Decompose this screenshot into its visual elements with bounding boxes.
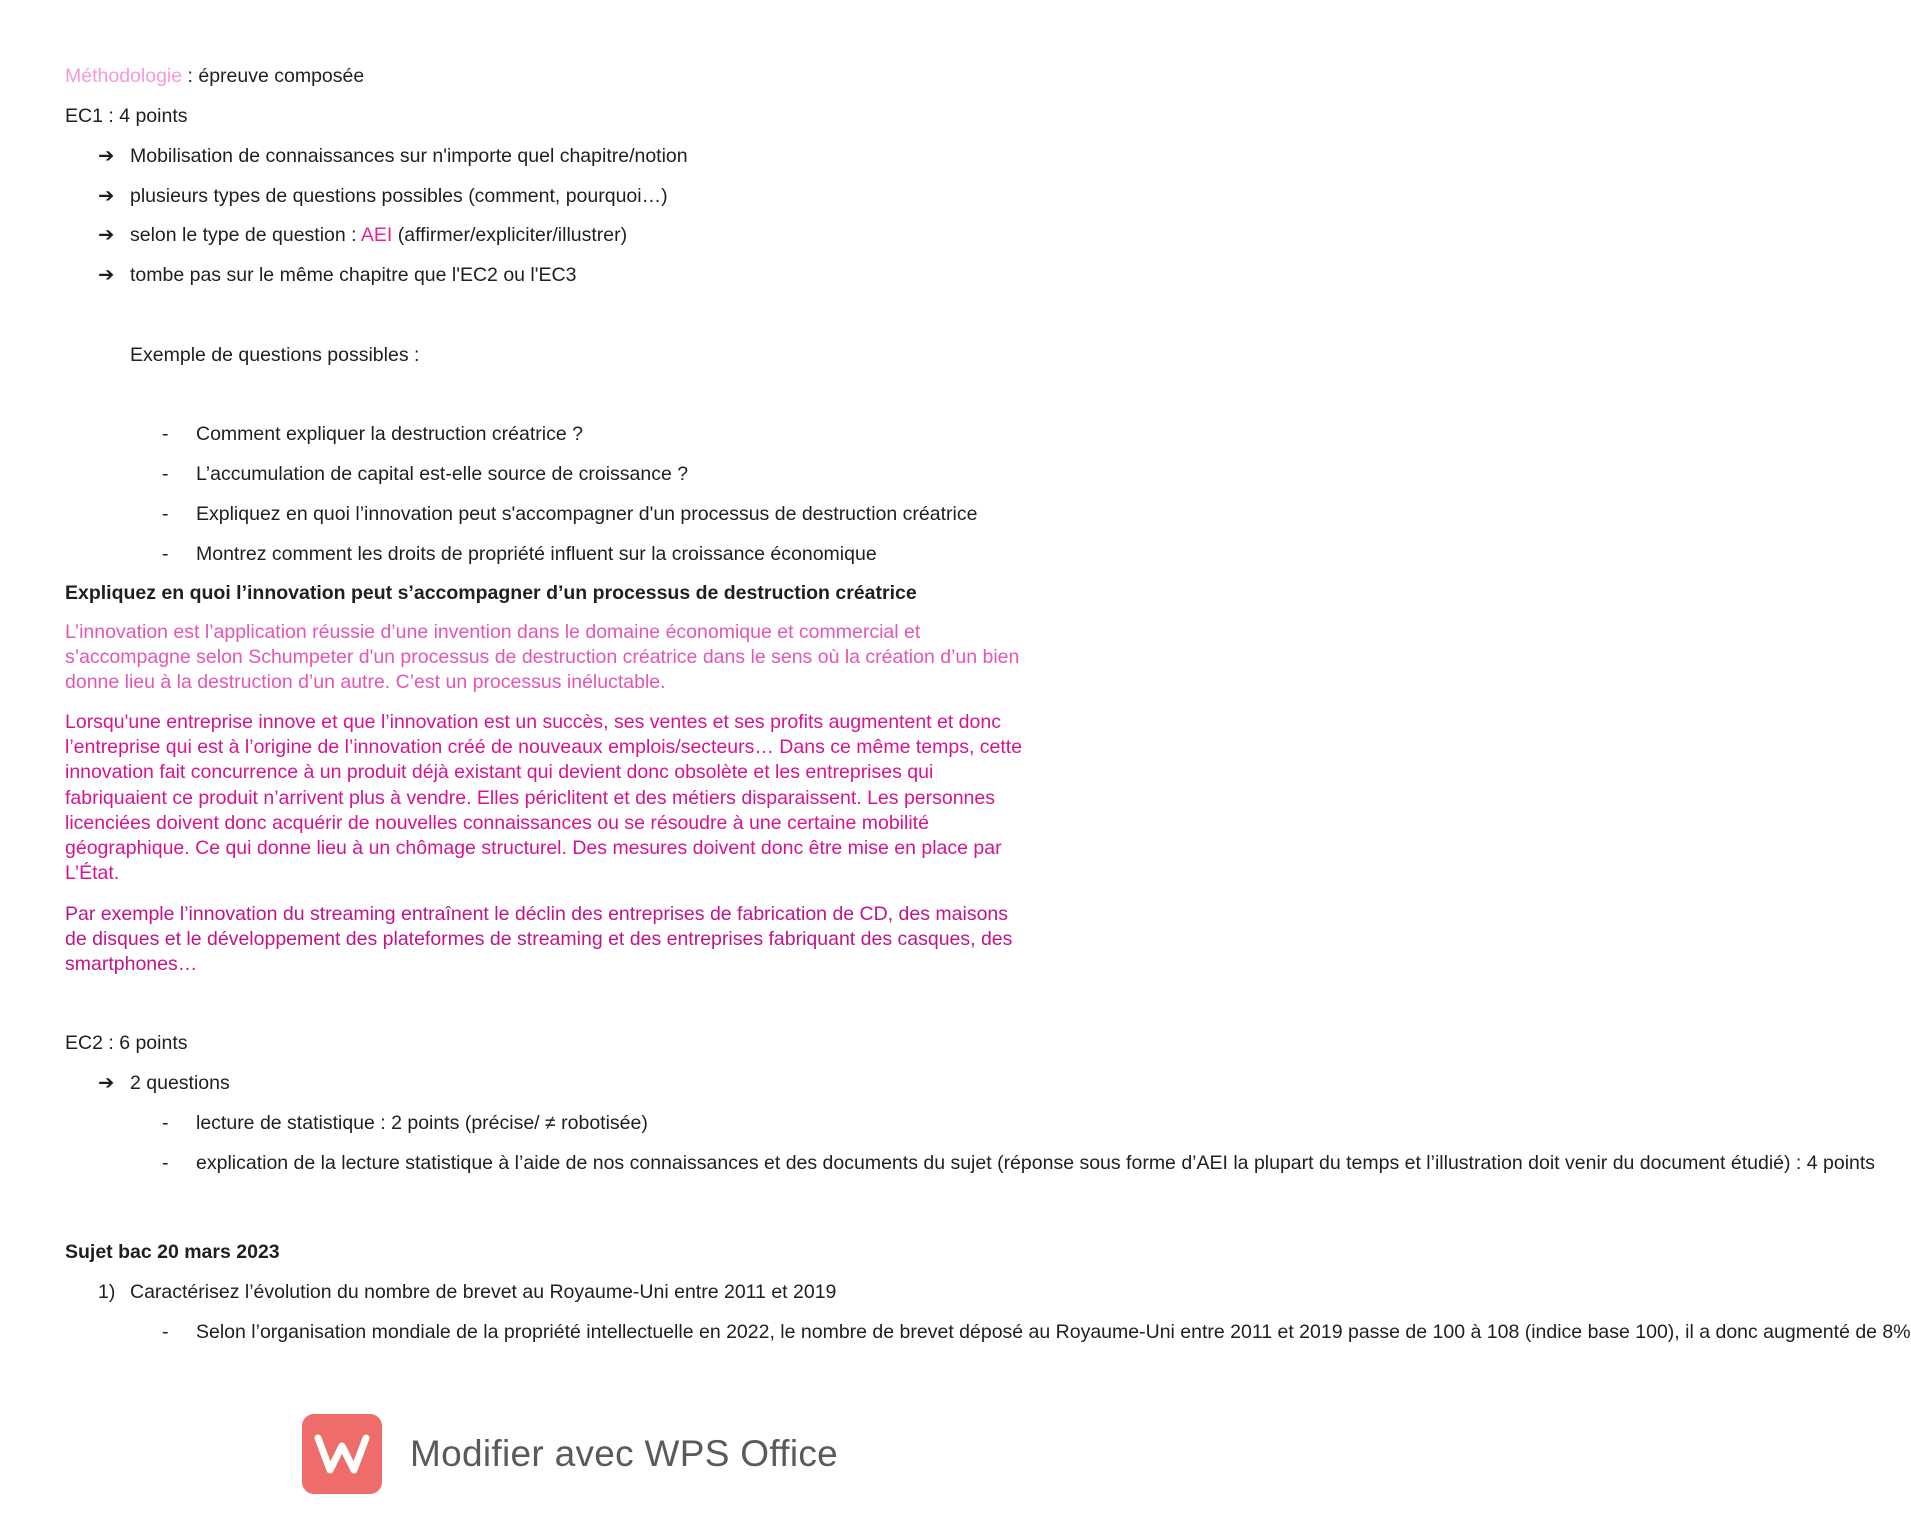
ec1-bullet [98,263,576,288]
methodology-subtitle: : épreuve composée [182,65,365,87]
essay-paragraph: Lorsqu'une entreprise innove et que l’innovation est un succès, ses ventes et ses profits augmentent et donc l’entreprise qui est à l’origine de l’innovation créé de nouveaux emplois/secteurs… Dans ce même temps, cette innovation fait concurrence à un produit déjà existant qui devient donc obsolète et les entreprises qui fabriquaient ce produit n’arrivent plus à vendre. Elles périclitent et des métiers disparaissent. Les personnes licenciées doivent donc acquérir de nouvelles connaissances ou se résoudre à une certaine mobilité géographique. Ce qui donne lieu à un chômage structurel. Des mesures doivent donc être mise en place par L’État. [65,711,1023,885]
ec1-bullet [98,144,688,169]
ec1-bullet-text: plusieurs types de questions possibles (comment, pourquoi…) [130,185,668,207]
arrow-icon: ➔ [98,1072,115,1094]
arrow-icon: ➔ [98,145,115,167]
ec1-bullet-text: Mobilisation de connaissances sur n'importe quel chapitre/notion [130,145,688,167]
bac-answer-text: Selon l’organisation mondiale de la propriété intellectuelle en 2022, le nombre de brevet déposé au Royaume-Uni entre 2011 et 2019 passe de 100 à 108 (indice base 100), il a donc augmenté de 8% [196,1321,1911,1343]
example-question-text: L’accumulation de capital est-elle source de croissance ? [196,463,689,485]
ec1-bullet [98,184,668,209]
dash-bullet: - [162,1112,169,1134]
wps-logo-icon [302,1414,382,1494]
wps-watermark[interactable] [302,1412,838,1496]
examples-label: Exemple de questions possibles : [130,344,420,366]
aei-definition: (affirmer/expliciter/illustrer) [392,224,628,246]
dash-bullet: - [162,543,169,565]
ec1-points: : 4 points [102,105,188,127]
ec2-points: : 6 points [102,1032,188,1054]
dash-bullet: - [162,423,169,445]
essay-paragraph: Par exemple l’innovation du streaming entraînent le déclin des entreprises de fabrication de CD, des maisons de disques et le développement des plateformes de streaming et des entreprises fabriquant des casques, des smartphones… [65,903,1013,976]
arrow-icon: ➔ [98,185,115,207]
methodology-label: Méthodologie [65,65,183,87]
arrow-icon: ➔ [98,224,115,246]
essay-heading: Expliquez en quoi l’innovation peut s’accompagner d’un processus de destruction créatrice [65,582,917,604]
ec1-bullet-text: tombe pas sur le même chapitre que l'EC2 ou l'EC3 [130,264,577,286]
dash-bullet: - [162,1321,169,1343]
ec1-label: EC1 [65,105,103,127]
ec2-item-text: explication de la lecture statistique à l’aide de nos connaissances et des documents du sujet (réponse sous forme d’AEI la plupart du temps et l’illustration doit venir du document étudié) : 4 points [196,1152,1876,1174]
example-question-text: Montrez comment les droits de propriété influent sur la croissance économique [196,543,877,565]
dash-bullet: - [162,463,169,485]
example-question-text: Expliquez en quoi l’innovation peut s'accompagner d'un processus de destruction créatrice [196,503,978,525]
aei-term: AEI [360,224,393,246]
dash-bullet: - [162,1152,169,1174]
bac-question-number: 1) [98,1281,116,1303]
bac-heading: Sujet bac 20 mars 2023 [65,1241,280,1263]
ec2-item-text: lecture de statistique : 2 points (précise/ ≠ robotisée) [196,1112,648,1134]
bac-question [98,1280,836,1305]
essay-paragraph: L’innovation est l’application réussie d’une invention dans le domaine économique et commercial et s’accompagne selon Schumpeter d'un processus de destruction créatrice dans le sens où la création d’un bien donne lieu à la destruction d’un autre. C’est un processus inéluctable. [65,621,1020,694]
ec2-bullet-text: 2 questions [130,1072,230,1094]
wps-edit-link[interactable]: Modifier avec WPS Office [410,1433,839,1474]
ec2-label: EC2 [65,1032,103,1054]
ec1-bullet [98,223,627,248]
example-question-text: Comment expliquer la destruction créatrice ? [196,423,583,445]
ec1-bullet-text: selon le type de question : [130,224,361,246]
ec2-heading [65,1031,188,1056]
bac-question-text: Caractérisez l’évolution du nombre de brevet au Royaume-Uni entre 2011 et 2019 [130,1281,837,1303]
dash-bullet: - [162,503,169,525]
ec1-heading [65,104,188,129]
arrow-icon: ➔ [98,264,115,286]
ec2-bullet [98,1071,230,1096]
methodology-title [65,64,364,89]
